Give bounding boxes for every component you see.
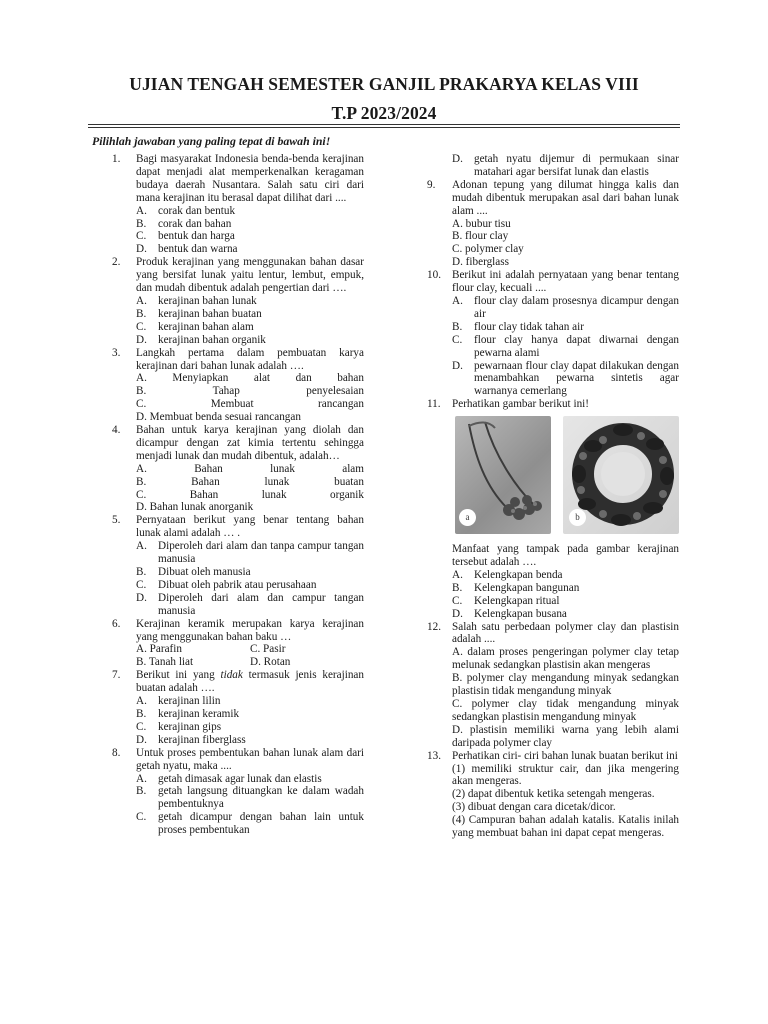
question-text: Salah satu perbedaan polymer clay dan plastisin adalah .... [452, 620, 679, 646]
header-rule [88, 127, 680, 128]
option: D. Diperoleh dari alam dan campur tangan manusia [136, 591, 364, 617]
question-number: 7. [112, 669, 121, 682]
option: C. kerajinan gips [136, 720, 222, 733]
option: B. Bahan lunak buatan [136, 475, 364, 488]
option: B. Kelengkapan bangunan [452, 581, 580, 594]
option: B. kerajinan keramik [136, 707, 240, 720]
question-text: Perhatikan gambar berikut ini! [452, 398, 590, 411]
option: B. Dibuat oleh manusia [136, 566, 251, 578]
statement: (3) dibuat dengan cara dicetak/dicor. [452, 801, 616, 814]
option: A. kerajinan lilin [136, 695, 221, 708]
question-8 [92, 747, 364, 837]
option: D. fiberglass [452, 256, 509, 269]
question-text: Berikut ini adalah pernyataan yang benar tentang flour clay, kecuali .... [452, 269, 679, 295]
question-text: Untuk proses pembentukan bahan lunak alam dari getah nyatu, maka .... [136, 746, 364, 772]
question-11-images [427, 416, 679, 540]
necklace-photo [455, 416, 551, 534]
question-7 [92, 669, 364, 746]
question-text: Berikut ini yang tidak termasuk jenis kerajinan buatan adalah …. [136, 669, 364, 695]
option: B. Tahap penyelesaian [136, 385, 364, 398]
question-4 [92, 424, 364, 514]
question-number: 4. [112, 424, 121, 437]
question-number: 2. [112, 256, 121, 269]
question-11-continued [427, 543, 679, 620]
question-text: Kerajinan keramik merupakan karya kerajinan yang menggunakan bahan baku … [136, 617, 364, 643]
question-text: Perhatikan ciri- ciri bahan lunak buatan berikut ini [452, 749, 678, 762]
right-column [427, 153, 679, 840]
option: A. corak dan bentuk [136, 204, 236, 217]
header-rule [88, 124, 680, 125]
question-number: 9. [427, 178, 436, 191]
question-11 [427, 398, 679, 411]
option: B. flour clay [452, 230, 509, 243]
option: D. kerajinan bahan organik [136, 333, 266, 346]
question-13 [427, 750, 679, 840]
option: A. kerajinan bahan lunak [136, 294, 257, 307]
option: A. Diperoleh dari alam dan tanpa campur tangan manusia [136, 540, 364, 566]
option: D. Bahan lunak anorganik [136, 501, 254, 514]
option: D. Membuat benda sesuai rancangan [136, 411, 301, 424]
question-6 [92, 618, 364, 670]
option: C. flour clay hanya dapat diwarnai dengan pewarna alami [452, 333, 679, 359]
option: C. Dibuat oleh pabrik atau perusahaan [136, 578, 317, 591]
option: D. pewarnaan flour clay dapat dilakukan dengan menambahkan pewarna sintetis agar warnanya cemerlang [452, 359, 679, 398]
left-column [92, 153, 364, 837]
statement: (1) memiliki struktur cair, dan jika mengering akan mengeras. [452, 762, 679, 788]
option: A. Parafin [136, 643, 182, 656]
option: C. polymer clay tidak mengandung minyak sedangkan plastisin mengandung minyak [452, 698, 679, 723]
question-text: Bahan untuk karya kerajinan yang diolah dan dicampur dengan zat kimia tertentu sehingga menjadi lunak dan mudah dibentuk, adalah… [136, 424, 364, 462]
option: D. getah nyatu dijemur di permukaan sinar matahari agar bersifat lunak dan elastis [452, 153, 679, 178]
option: C. kerajinan bahan alam [136, 320, 254, 333]
instruction: Pilihlah jawaban yang paling tepat di bawah ini! [92, 134, 331, 148]
question-8-continued [427, 153, 679, 179]
bracelet-photo [563, 416, 679, 534]
exam-title: UJIAN TENGAH SEMESTER GANJIL PRAKARYA KELAS VIII [129, 74, 639, 94]
option: A. getah dimasak agar lunak dan elastis [136, 772, 322, 785]
option: C. polymer clay [452, 243, 524, 256]
option: B. polymer clay mengandung minyak sedangkan plastisin tidak mengandung minyak [452, 672, 679, 698]
school-year: T.P 2023/2024 [331, 103, 437, 123]
question-5 [92, 514, 364, 617]
option: A. Kelengkapan benda [452, 568, 563, 581]
question-12 [427, 621, 679, 750]
question-number: 6. [112, 617, 121, 630]
option: A. dalam proses pengeringan polymer clay tetap melunak sedangkan plastisin akan mengeras [452, 646, 679, 672]
question-number: 5. [112, 514, 121, 527]
question-10 [427, 269, 679, 398]
option: C. Pasir [250, 643, 286, 656]
question-text: Manfaat yang tampak pada gambar kerajinan tersebut adalah …. [452, 543, 679, 569]
question-number: 3. [112, 346, 121, 359]
option: D. bentuk dan warna [136, 243, 238, 256]
option: A. flour clay dalam prosesnya dicampur dengan air [452, 294, 679, 320]
option: B. getah langsung dituangkan ke dalam wadah pembentuknya [136, 785, 364, 811]
question-number: 1. [112, 153, 121, 165]
question-number: 12. [427, 620, 441, 633]
option: A. Bahan lunak alam [136, 462, 364, 475]
question-number: 10. [427, 269, 441, 282]
statement: (4) Campuran bahan adalah katalis. Katalis inilah yang membuat bahan ini dapat cepat mengeras. [452, 814, 679, 840]
question-1 [92, 153, 364, 256]
option: B. flour clay tidak tahan air [452, 320, 584, 333]
option: D. Rotan [250, 656, 291, 669]
option: D. kerajinan fiberglass [136, 733, 246, 746]
question-text: Adonan tepung yang dilumat hingga kalis dan mudah dibentuk merupakan asal dari bahan lunak alam .... [452, 178, 679, 217]
option: C. bentuk dan harga [136, 230, 235, 243]
question-2 [92, 256, 364, 346]
option: C. getah dicampur dengan bahan lain untuk proses pembentukan [136, 811, 364, 837]
option: C. Bahan lunak organik [136, 488, 364, 501]
question-9 [427, 179, 679, 269]
question-number: 13. [427, 749, 441, 762]
option: D. plastisin memiliki warna yang lebih alami daripada polymer clay [452, 723, 679, 749]
option: C. Kelengkapan ritual [452, 594, 560, 607]
question-text: Produk kerajinan yang menggunakan bahan dasar yang bersifat lunak yaitu lentur, lembut, empuk, dan mudah dibentuk adalah pengertian dari …. [136, 256, 364, 295]
option: A. Menyiapkan alat dan bahan [136, 372, 364, 385]
question-text: Bagi masyarakat Indonesia benda-benda kerajinan dapat menjadi alat memperkenalkan keragaman budaya daerah Nusantara. Salah satu ciri dari mana kerajinan itu berasal dapat dilihat dari .... [136, 153, 364, 204]
option: B. Tanah liat [136, 656, 194, 669]
option: D. Kelengkapan busana [452, 607, 567, 620]
question-text: Langkah pertama dalam pembuatan karya kerajinan dari bahan lunak adalah …. [136, 346, 364, 372]
option: B. corak dan bahan [136, 217, 232, 230]
question-3 [92, 347, 364, 424]
question-number: 8. [112, 746, 121, 759]
option: B. kerajinan bahan buatan [136, 307, 262, 320]
question-text: Pernyataan berikut yang benar tentang bahan lunak alami adalah … . [136, 514, 364, 540]
option: C. Membuat rancangan [136, 398, 364, 411]
option: A. bubur tisu [452, 217, 511, 230]
image-label: b [569, 509, 586, 526]
statement: (2) dapat dibentuk ketika setengah mengeras. [452, 788, 655, 801]
question-number: 11. [427, 398, 441, 411]
option-row [136, 656, 364, 669]
image-label: a [459, 509, 476, 526]
option-row [136, 643, 364, 656]
